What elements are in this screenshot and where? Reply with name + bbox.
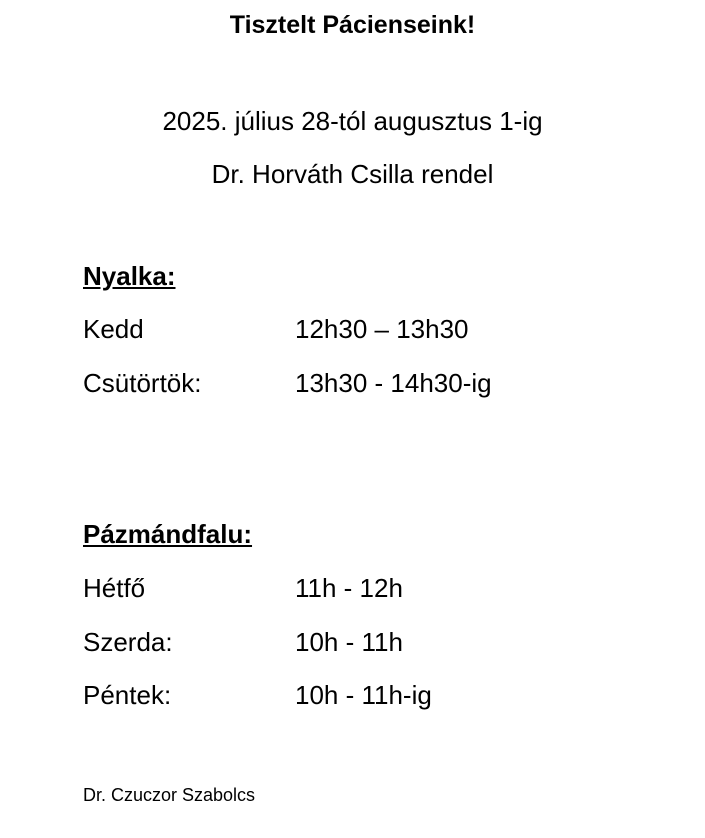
schedule-time: 11h - 12h — [295, 573, 403, 603]
location-heading-nyalka: Nyalka: — [83, 261, 176, 291]
schedule-time: 13h30 - 14h30-ig — [295, 368, 492, 398]
schedule-row — [83, 366, 643, 400]
schedule-day: Péntek: — [83, 680, 172, 710]
schedule-day: Hétfő — [83, 573, 146, 603]
schedule-row — [83, 571, 643, 605]
signature: Dr. Czuczor Szabolcs — [83, 785, 256, 805]
doctor-line: Dr. Horváth Csilla rendel — [211, 159, 494, 189]
schedule-day: Kedd — [83, 314, 144, 344]
location-heading-pazmandfalu: Pázmándfalu: — [83, 519, 253, 549]
schedule-time: 12h30 – 13h30 — [295, 314, 469, 344]
schedule-day: Csütörtök: — [83, 368, 202, 398]
schedule-row — [83, 678, 643, 712]
schedule-time: 10h - 11h — [295, 627, 403, 657]
date-range: 2025. július 28-tól augusztus 1-ig — [162, 106, 543, 136]
schedule-row — [83, 625, 643, 659]
schedule-day: Szerda: — [83, 627, 173, 657]
schedule-row — [83, 312, 643, 346]
schedule-time: 10h - 11h-ig — [295, 680, 432, 710]
notice-title: Tisztelt Pácienseink! — [229, 11, 476, 39]
